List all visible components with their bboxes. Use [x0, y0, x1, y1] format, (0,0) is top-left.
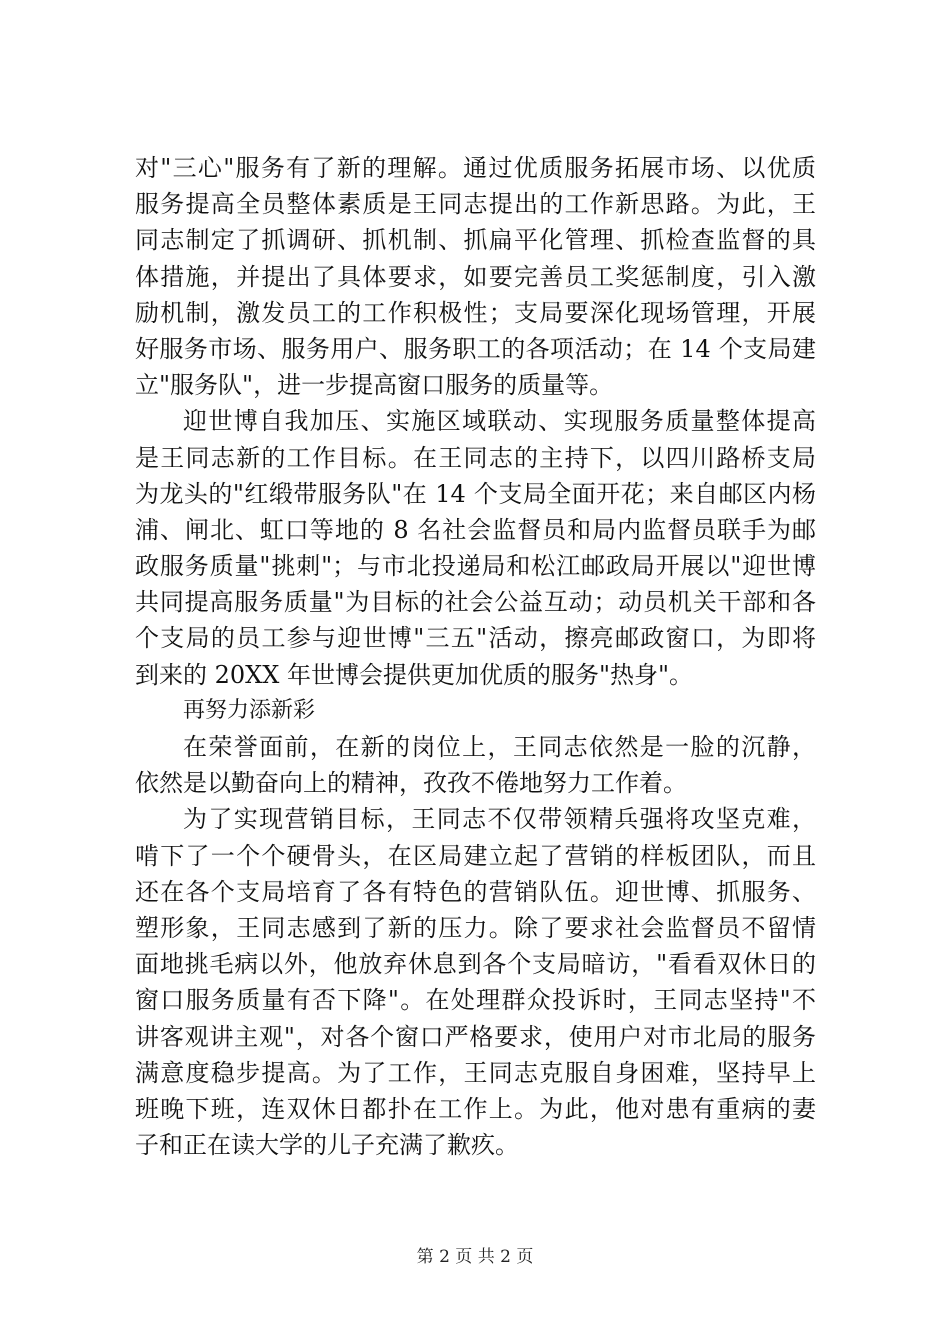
section-heading-text: 再努力添新彩 — [183, 697, 316, 723]
text-line: 是王同志新的工作目标。在王同志的主持下，以四川路桥支局 — [135, 443, 816, 472]
text-line: 面地挑毛病以外，他放弃休息到各个支局暗访，"看看双休日的 — [135, 950, 816, 979]
text-line: 立"服务队"，进一步提高窗口服务的质量等。 — [135, 371, 614, 400]
text-line: 讲客观讲主观"，对各个窗口严格要求，使用户对市北局的服务 — [135, 1022, 816, 1051]
section-heading — [135, 693, 816, 729]
text-line: 共同提高服务质量"为目标的社会公益互动；动员机关干部和各 — [135, 588, 816, 617]
text-line: 对"三心"服务有了新的理解。通过优质服务拓展市场、以优质 — [135, 154, 816, 182]
page-number-label: 第 2 页 共 2 页 — [416, 1247, 534, 1267]
text-line: 服务提高全员整体素质是王同志提出的工作新思路。为此，王 — [135, 190, 816, 219]
paragraph-4 — [135, 801, 816, 1163]
text-line: 到来的 20XX 年世博会提供更加优质的服务"热身"。 — [135, 660, 694, 689]
text-line: 班晚下班，连双休日都扑在工作上。为此，他对患有重病的妻 — [135, 1094, 816, 1123]
text-line: 迎世博自我加压、实施区域联动、实现服务质量整体提高 — [183, 407, 816, 436]
text-line: 同志制定了抓调研、抓机制、抓扁平化管理、抓检查监督的具 — [135, 226, 816, 255]
text-line: 啃下了一个个硬骨头，在区局建立起了营销的样板团队，而且 — [135, 841, 816, 870]
paragraph-2 — [135, 403, 816, 693]
paragraph-1 — [135, 150, 816, 403]
text-line: 窗口服务质量有否下降"。在处理群众投诉时，王同志坚持"不 — [135, 986, 816, 1015]
page-footer — [0, 1245, 950, 1269]
text-line: 满意度稳步提高。为了工作，王同志克服自身困难，坚持早上 — [135, 1058, 816, 1087]
text-line: 为了实现营销目标，王同志不仅带领精兵强将攻坚克难， — [183, 805, 816, 834]
text-line: 依然是以勤奋向上的精神，孜孜不倦地努力工作着。 — [135, 769, 687, 798]
text-line: 浦、闸北、虹口等地的 8 名社会监督员和局内监督员联手为邮 — [135, 515, 816, 544]
text-line: 政服务质量"挑刺"；与市北投递局和松江邮政局开展以"迎世博 — [135, 552, 816, 581]
text-line: 子和正在读大学的儿子充满了歉疚。 — [135, 1131, 519, 1160]
text-line: 个支局的员工参与迎世博"三五"活动，擦亮邮政窗口，为即将 — [135, 624, 816, 653]
text-line: 励机制，激发员工的工作积极性；支局要深化现场管理，开展 — [135, 298, 816, 327]
text-line: 为龙头的"红缎带服务队"在 14 个支局全面开花；来自邮区内杨 — [135, 479, 816, 508]
text-line: 还在各个支局培育了各有特色的营销队伍。迎世博、抓服务、 — [135, 877, 816, 906]
text-line: 体措施，并提出了具体要求，如要完善员工奖惩制度，引入激 — [135, 262, 816, 291]
paragraph-3 — [135, 729, 816, 801]
text-line: 塑形象，王同志感到了新的压力。除了要求社会监督员不留情 — [135, 913, 816, 942]
text-line: 好服务市场、服务用户、服务职工的各项活动；在 14 个支局建 — [135, 334, 816, 363]
text-line: 在荣誉面前，在新的岗位上，王同志依然是一脸的沉静， — [183, 733, 816, 761]
document-body — [135, 150, 816, 1163]
